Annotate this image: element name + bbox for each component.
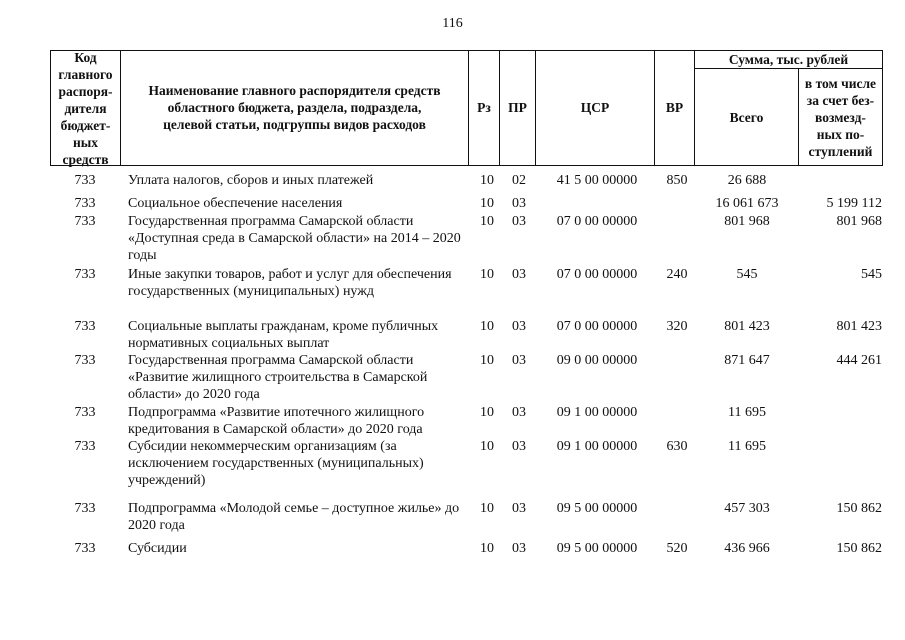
- vr-cell: 520: [666, 541, 688, 556]
- pr-cell: 03: [512, 319, 526, 334]
- name-cell: Иные закупки товаров, работ и услуг для обеспечения государственных (муниципальных) нужд: [128, 267, 452, 299]
- name-cell: Подпрограмма «Развитие ипотечного жилищного кредитования в Самарской области» до 2020 года: [128, 405, 425, 437]
- free-cell: 150 862: [836, 541, 882, 556]
- header-total: Всего: [729, 109, 764, 125]
- pr-cell: 03: [512, 405, 526, 420]
- header-bottom-border: [50, 165, 883, 166]
- free-cell: 545: [861, 267, 882, 282]
- rz-cell: 10: [480, 541, 494, 556]
- free-cell: 5 199 112: [826, 196, 882, 211]
- pr-cell: 03: [512, 439, 526, 454]
- vr-cell: 630: [666, 439, 688, 454]
- code-cell: 733: [74, 439, 96, 454]
- code-cell: 733: [74, 173, 96, 188]
- pr-cell: 02: [512, 173, 526, 188]
- rz-cell: 10: [480, 173, 494, 188]
- free-cell: 150 862: [836, 501, 882, 516]
- csr-cell: 07 0 00 00000: [556, 319, 638, 334]
- csr-cell: 07 0 00 00000: [556, 214, 638, 229]
- rz-cell: 10: [480, 501, 494, 516]
- total-cell: 11 695: [728, 439, 766, 454]
- name-cell: Социальные выплаты гражданам, кроме публичных нормативных социальных выплат: [128, 319, 439, 351]
- pr-cell: 03: [512, 501, 526, 516]
- code-cell: 733: [74, 214, 96, 229]
- pr-cell: 03: [512, 196, 526, 211]
- header-pr: ПР: [508, 100, 527, 115]
- code-cell: 733: [74, 267, 96, 282]
- header-name: Наименование главного распорядителя средств областного бюджета, раздела, подраздела, целевой статьи, подгруппы видов расходов: [148, 83, 441, 132]
- table-header: [50, 50, 883, 166]
- code-cell: 733: [74, 319, 96, 334]
- code-cell: 733: [74, 353, 96, 368]
- csr-cell: 09 0 00 00000: [556, 353, 638, 368]
- csr-cell: 09 1 00 00000: [556, 405, 638, 420]
- total-cell: 545: [736, 267, 758, 282]
- total-cell: 801 423: [724, 319, 770, 334]
- code-cell: 733: [74, 196, 96, 211]
- rz-cell: 10: [480, 353, 494, 368]
- free-cell: 444 261: [836, 353, 882, 368]
- rz-cell: 10: [480, 405, 494, 420]
- csr-cell: 41 5 00 00000: [556, 173, 638, 188]
- name-cell: Уплата налогов, сборов и иных платежей: [128, 173, 374, 188]
- rz-cell: 10: [480, 439, 494, 454]
- vr-cell: 240: [666, 267, 688, 282]
- total-cell: 871 647: [724, 353, 770, 368]
- total-cell: 801 968: [724, 214, 770, 229]
- csr-cell: 09 5 00 00000: [556, 541, 638, 556]
- total-cell: 11 695: [728, 405, 766, 420]
- page-number: 116: [442, 16, 463, 31]
- name-cell: Государственная программа Самарской области «Развитие жилищного строительства в Самарской области» до 2020 года: [128, 353, 428, 402]
- name-cell: Субсидии: [128, 541, 187, 556]
- pr-cell: 03: [512, 541, 526, 556]
- total-cell: 26 688: [727, 173, 767, 188]
- free-cell: 801 968: [836, 214, 882, 229]
- header-csr: ЦСР: [580, 100, 610, 115]
- rz-cell: 10: [480, 319, 494, 334]
- pr-cell: 03: [512, 214, 526, 229]
- csr-cell: 07 0 00 00000: [556, 267, 638, 282]
- name-cell: Государственная программа Самарской области «Доступная среда в Самарской области» на 2014 – 2020 годы: [128, 214, 461, 263]
- rz-cell: 10: [480, 267, 494, 282]
- header-vr: ВР: [665, 100, 684, 115]
- rz-cell: 10: [480, 214, 494, 229]
- vr-cell: 850: [666, 173, 688, 188]
- rz-cell: 10: [480, 196, 494, 211]
- name-cell: Подпрограмма «Молодой семье – доступное жилье» до 2020 года: [128, 501, 460, 533]
- name-cell: Субсидии некоммерческим организациям (за исключением государственных (муниципальных) учреждений): [128, 439, 424, 488]
- total-cell: 457 303: [724, 501, 770, 516]
- code-cell: 733: [74, 541, 96, 556]
- csr-cell: 09 5 00 00000: [556, 501, 638, 516]
- header-rz: Рз: [477, 100, 491, 115]
- total-cell: 16 061 673: [715, 196, 779, 211]
- pr-cell: 03: [512, 353, 526, 368]
- header-sum: Сумма, тыс. рублей: [728, 51, 849, 67]
- code-cell: 733: [74, 405, 96, 420]
- total-cell: 436 966: [724, 541, 770, 556]
- header-code: Код главного распоря- дителя бюджет- ных средств: [58, 50, 113, 167]
- vr-cell: 320: [666, 319, 688, 334]
- name-cell: Социальное обеспечение населения: [128, 196, 343, 211]
- header-free: в том числе за счет без- возмезд- ных по- ступлений: [804, 75, 877, 159]
- free-cell: 801 423: [836, 319, 882, 334]
- code-cell: 733: [74, 501, 96, 516]
- pr-cell: 03: [512, 267, 526, 282]
- csr-cell: 09 1 00 00000: [556, 439, 638, 454]
